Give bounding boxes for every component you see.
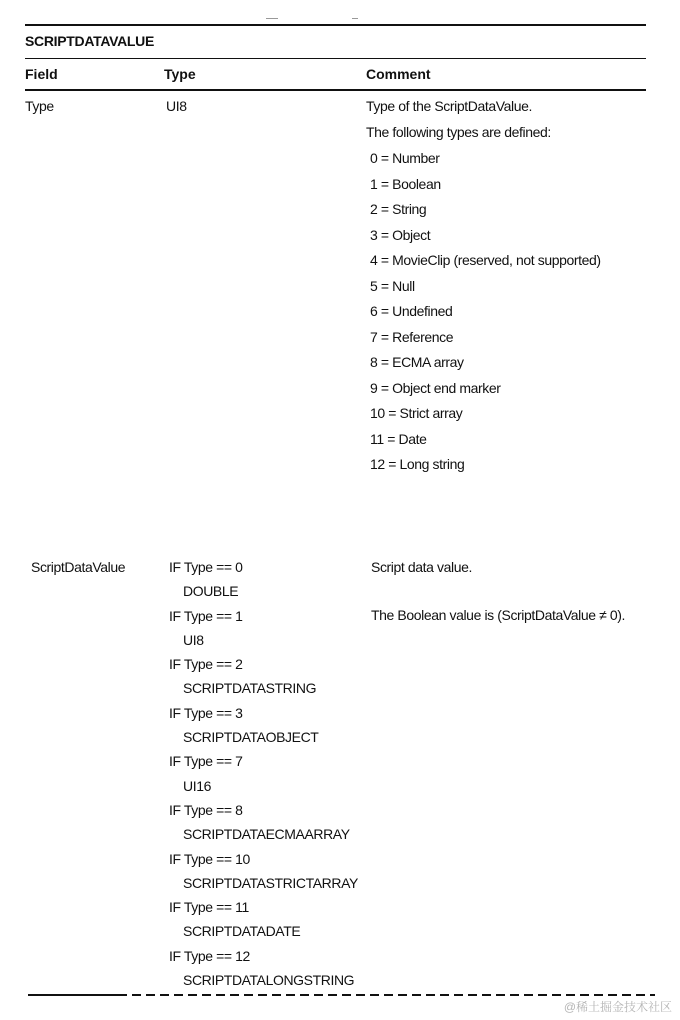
list-item: 0 = Number: [370, 150, 440, 166]
type-line: UI8: [183, 631, 204, 648]
row-type-field: Type: [25, 98, 54, 114]
condition-line: IF Type == 11: [169, 899, 249, 916]
row-type-type: UI8: [166, 98, 187, 114]
watermark: @稀土掘金技术社区: [563, 1000, 672, 1014]
header-comment: Comment: [366, 66, 431, 82]
type-code-list: [370, 146, 601, 478]
type-line: SCRIPTDATALONGSTRING: [183, 972, 355, 989]
list-item: 11 = Date: [370, 430, 427, 447]
comment-line: The following types are defined:: [366, 123, 551, 140]
condition-line: IF Type == 0: [169, 559, 243, 575]
list-item: 9 = Object end marker: [370, 379, 501, 396]
header-rule: [25, 89, 646, 91]
list-item: 8 = ECMA array: [370, 354, 464, 370]
type-line: SCRIPTDATASTRICTARRAY: [183, 874, 358, 891]
type-line: SCRIPTDATAOBJECT: [183, 729, 319, 746]
scan-speck: [352, 18, 358, 19]
condition-line: IF Type == 10: [169, 850, 250, 867]
list-item: 10 = Strict array: [370, 405, 463, 421]
type-line: SCRIPTDATAECMAARRAY: [183, 826, 350, 843]
condition-line: IF Type == 3: [169, 704, 243, 721]
type-line: DOUBLE: [183, 583, 239, 600]
table-title: SCRIPTDATAVALUE: [25, 33, 155, 49]
header-type: Type: [164, 66, 196, 82]
list-item: 1 = Boolean: [370, 175, 441, 192]
row-scriptdatavalue-type: [169, 555, 358, 992]
condition-line: IF Type == 12: [169, 947, 250, 964]
list-item: 5 = Null: [370, 277, 415, 294]
comment-boolean-value: The Boolean value is (ScriptDataValue ≠ 0).: [371, 607, 626, 623]
condition-line: IF Type == 8: [169, 801, 243, 818]
comment-line: Type of the ScriptDataValue.: [366, 98, 532, 114]
type-line: UI16: [183, 777, 211, 794]
condition-line: IF Type == 1: [169, 607, 243, 624]
list-item: 12 = Long string: [370, 456, 465, 472]
list-item: 3 = Object: [370, 226, 431, 243]
list-item: 6 = Undefined: [370, 303, 453, 319]
list-item: 2 = String: [370, 201, 427, 217]
scan-speck: [266, 18, 278, 19]
list-item: 4 = MovieClip (reserved, not supported): [370, 252, 601, 268]
table-top-rule: [25, 24, 646, 26]
condition-line: IF Type == 2: [169, 656, 243, 673]
type-line: SCRIPTDATASTRING: [183, 680, 317, 697]
header-field: Field: [25, 66, 58, 82]
condition-line: IF Type == 7: [169, 753, 243, 770]
type-line: SCRIPTDATADATE: [183, 923, 301, 940]
row-scriptdatavalue-field: ScriptDataValue: [31, 559, 126, 575]
comment-script-data-value: Script data value.: [371, 559, 472, 575]
title-divider: [25, 58, 646, 59]
list-item: 7 = Reference: [370, 328, 454, 345]
row-type-comment: [366, 94, 551, 145]
table-bottom-rule: [28, 994, 118, 996]
table-bottom-rule-dashed: [118, 994, 655, 996]
